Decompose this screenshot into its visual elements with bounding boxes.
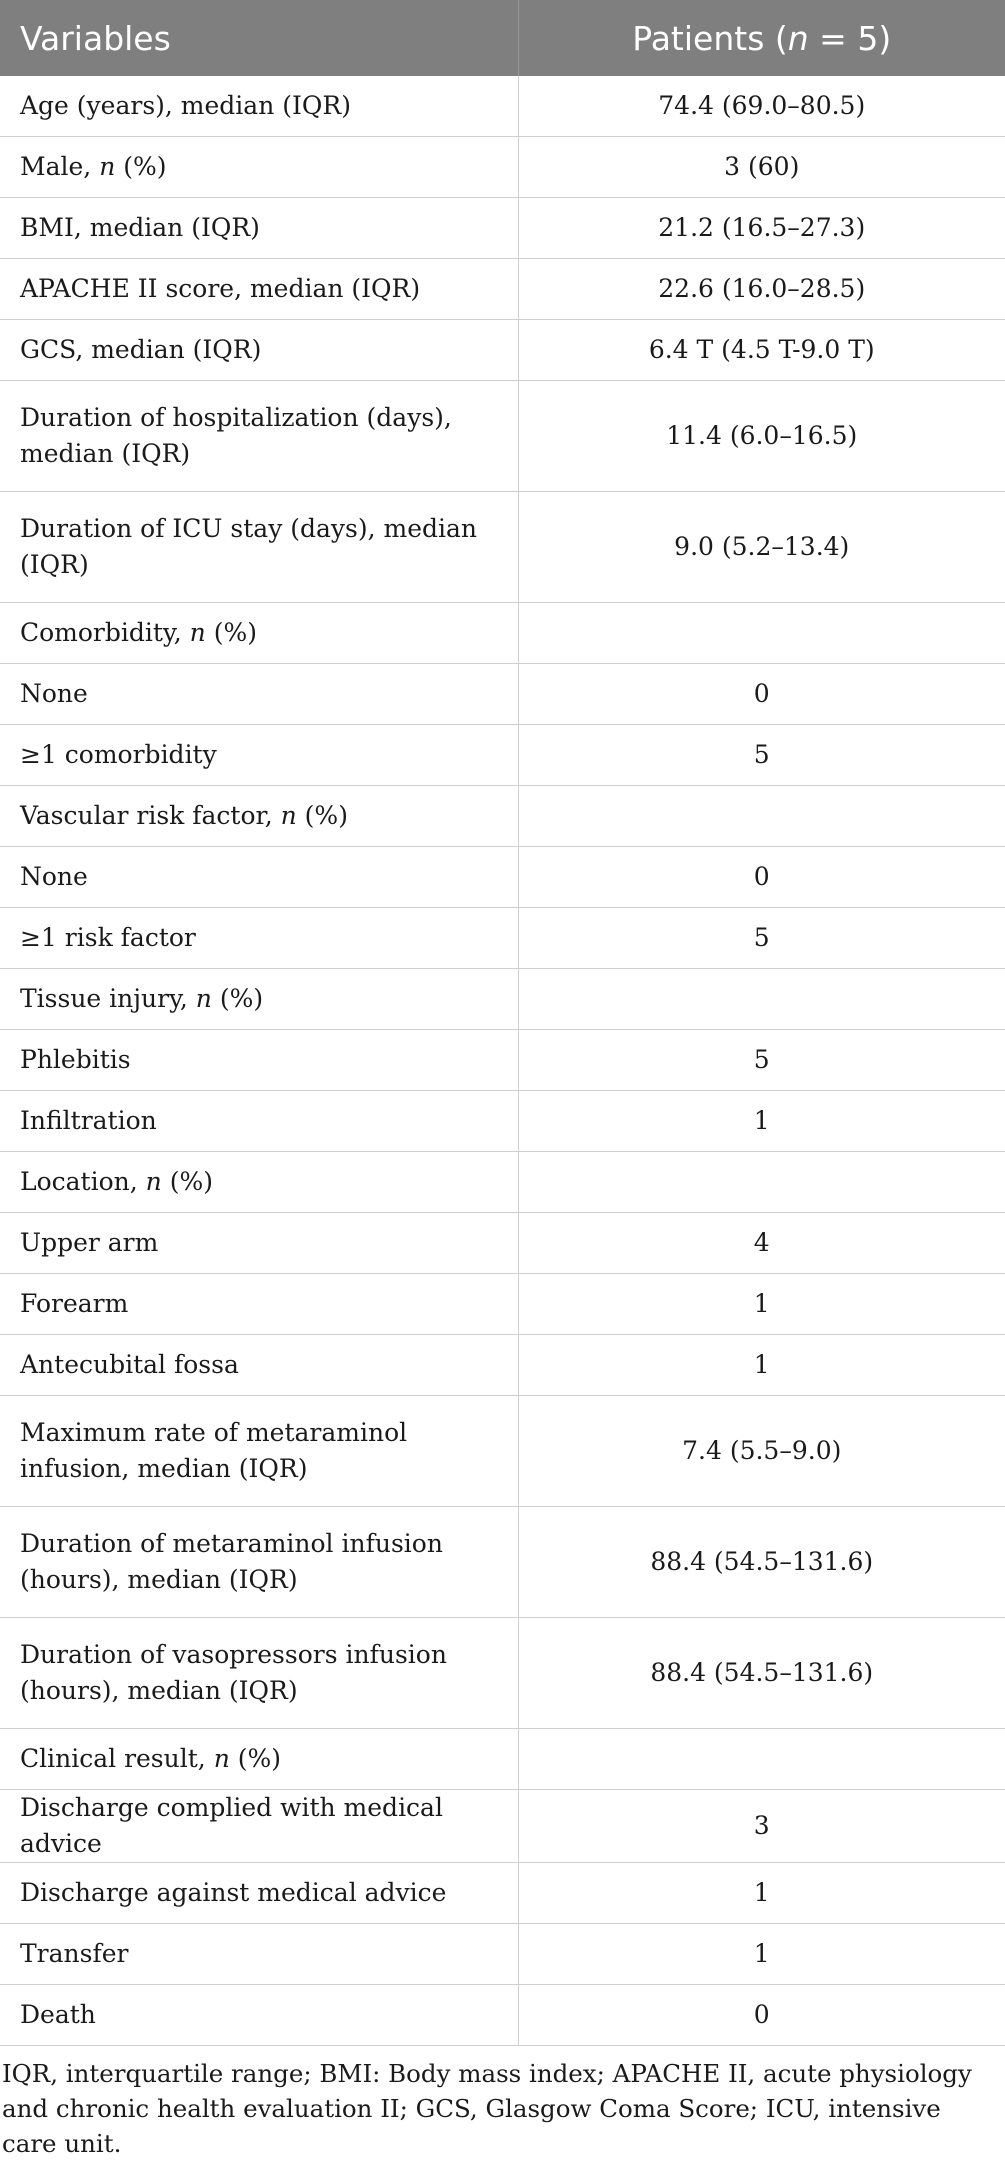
variable-label: None [20, 679, 88, 708]
variable-cell [0, 1152, 518, 1213]
value-cell: 5 [518, 1030, 1005, 1091]
table-row [0, 381, 1005, 492]
value-cell [518, 786, 1005, 847]
variable-cell [0, 320, 518, 381]
table-row [0, 137, 1005, 198]
value-cell: 0 [518, 1985, 1005, 2046]
table-row [0, 1729, 1005, 1790]
variable-cell [0, 76, 518, 137]
variable-label-suffix: (%) [229, 1744, 282, 1773]
variable-label-suffix: (%) [115, 152, 167, 181]
variable-cell [0, 259, 518, 320]
value-cell: 21.2 (16.5–27.3) [518, 198, 1005, 259]
table-row [0, 492, 1005, 603]
variable-label: Comorbidity, [20, 618, 190, 647]
table-header-row [0, 0, 1005, 76]
value-cell: 1 [518, 1924, 1005, 1985]
variable-label: Duration of ICU stay (days), median (IQR) [20, 514, 478, 579]
variable-cell [0, 137, 518, 198]
variable-cell [0, 1863, 518, 1924]
variable-cell [0, 847, 518, 908]
value-cell: 6.4 T (4.5 T-9.0 T) [518, 320, 1005, 381]
value-cell: 88.4 (54.5–131.6) [518, 1507, 1005, 1618]
variable-label: None [20, 862, 88, 891]
value-cell: 1 [518, 1091, 1005, 1152]
table-row [0, 1863, 1005, 1924]
variable-label-n: n [99, 152, 116, 181]
header-patients-suffix: = 5) [808, 18, 892, 58]
variable-label: Upper arm [20, 1228, 159, 1257]
variable-cell [0, 969, 518, 1030]
value-cell: 1 [518, 1863, 1005, 1924]
variable-label: Forearm [20, 1289, 129, 1318]
variable-label: Phlebitis [20, 1045, 131, 1074]
value-cell: 22.6 (16.0–28.5) [518, 259, 1005, 320]
variable-label: Age (years), median (IQR) [20, 91, 351, 120]
variable-label: Vascular risk factor, [20, 801, 281, 830]
variable-label: Male, [20, 152, 100, 181]
table-row [0, 847, 1005, 908]
table-row [0, 198, 1005, 259]
variable-label: GCS, median (IQR) [20, 335, 262, 364]
value-cell: 5 [518, 908, 1005, 969]
value-cell: 3 (60) [518, 137, 1005, 198]
variable-label: Duration of metaraminol infusion (hours), median (IQR) [20, 1529, 443, 1594]
value-cell [518, 1729, 1005, 1790]
header-patients-prefix: Patients ( [632, 18, 788, 58]
value-cell: 1 [518, 1335, 1005, 1396]
variable-label: BMI, median (IQR) [20, 213, 260, 242]
variable-label: Discharge complied with medical advice [20, 1793, 443, 1858]
value-cell: 0 [518, 847, 1005, 908]
table-row [0, 1274, 1005, 1335]
table-footnote: IQR, interquartile range; BMI: Body mass index; APACHE II, acute physiology and chronic health evaluation II; GCS, Glasgow Coma Score; ICU, intensive care unit. [2, 2059, 972, 2158]
variable-cell [0, 1274, 518, 1335]
variable-cell [0, 908, 518, 969]
value-cell [518, 1152, 1005, 1213]
variable-label: ≥1 comorbidity [20, 740, 217, 769]
table-row [0, 1924, 1005, 1985]
variable-label-suffix: (%) [296, 801, 348, 830]
table-row [0, 725, 1005, 786]
variable-cell [0, 1396, 518, 1507]
table-row [0, 1790, 1005, 1863]
variable-label: Discharge against medical advice [20, 1878, 447, 1907]
variable-label: ≥1 risk factor [20, 923, 196, 952]
table-row [0, 1152, 1005, 1213]
table-row [0, 76, 1005, 137]
value-cell: 11.4 (6.0–16.5) [518, 381, 1005, 492]
variable-cell [0, 1213, 518, 1274]
variable-cell [0, 664, 518, 725]
table-row [0, 1618, 1005, 1729]
variable-label: Location, [20, 1167, 146, 1196]
variable-cell [0, 786, 518, 847]
variable-cell [0, 198, 518, 259]
variable-label: Transfer [20, 1939, 129, 1968]
value-cell: 4 [518, 1213, 1005, 1274]
variable-label-n: n [280, 801, 297, 830]
variable-label: Death [20, 2000, 96, 2029]
header-variables: Variables [0, 0, 518, 76]
variable-label: APACHE II score, median (IQR) [20, 274, 421, 303]
variable-cell [0, 1729, 518, 1790]
variable-cell [0, 1924, 518, 1985]
variable-label: Tissue injury, [20, 984, 196, 1013]
table-row [0, 259, 1005, 320]
variable-label: Duration of vasopressors infusion (hours), median (IQR) [20, 1640, 447, 1705]
variable-cell [0, 603, 518, 664]
variable-label: Antecubital fossa [20, 1350, 239, 1379]
table-row [0, 1091, 1005, 1152]
variable-label: Infiltration [20, 1106, 157, 1135]
value-cell: 3 [518, 1790, 1005, 1863]
variable-cell [0, 1507, 518, 1618]
table-row [0, 1030, 1005, 1091]
variable-label: Clinical result, [20, 1744, 214, 1773]
variable-cell [0, 381, 518, 492]
value-cell: 9.0 (5.2–13.4) [518, 492, 1005, 603]
header-patients-n: n [787, 18, 809, 58]
variable-cell [0, 725, 518, 786]
value-cell: 74.4 (69.0–80.5) [518, 76, 1005, 137]
value-cell [518, 603, 1005, 664]
variable-cell [0, 1790, 518, 1863]
table-row [0, 1507, 1005, 1618]
value-cell: 1 [518, 1274, 1005, 1335]
variable-cell [0, 492, 518, 603]
table-row [0, 1335, 1005, 1396]
variable-label: Maximum rate of metaraminol infusion, median (IQR) [20, 1418, 408, 1483]
variable-label-n: n [189, 618, 206, 647]
table-row [0, 664, 1005, 725]
variable-cell [0, 1030, 518, 1091]
value-cell: 0 [518, 664, 1005, 725]
header-patients [518, 0, 1005, 76]
table-row [0, 1213, 1005, 1274]
value-cell: 7.4 (5.5–9.0) [518, 1396, 1005, 1507]
variable-cell [0, 1335, 518, 1396]
variable-cell [0, 1985, 518, 2046]
variable-cell [0, 1618, 518, 1729]
variable-label-suffix: (%) [205, 618, 257, 647]
table-row [0, 786, 1005, 847]
variable-label-suffix: (%) [161, 1167, 213, 1196]
table-row [0, 320, 1005, 381]
value-cell [518, 969, 1005, 1030]
table-row [0, 1396, 1005, 1507]
variable-label-n: n [213, 1744, 230, 1773]
table-row [0, 603, 1005, 664]
variable-label-n: n [145, 1167, 162, 1196]
table-row [0, 1985, 1005, 2046]
variable-label: Duration of hospitalization (days), median (IQR) [20, 403, 452, 468]
variable-label-n: n [195, 984, 212, 1013]
table-row [0, 908, 1005, 969]
variable-cell [0, 1091, 518, 1152]
variable-label-suffix: (%) [211, 984, 264, 1013]
table-row [0, 969, 1005, 1030]
value-cell: 88.4 (54.5–131.6) [518, 1618, 1005, 1729]
value-cell: 5 [518, 725, 1005, 786]
